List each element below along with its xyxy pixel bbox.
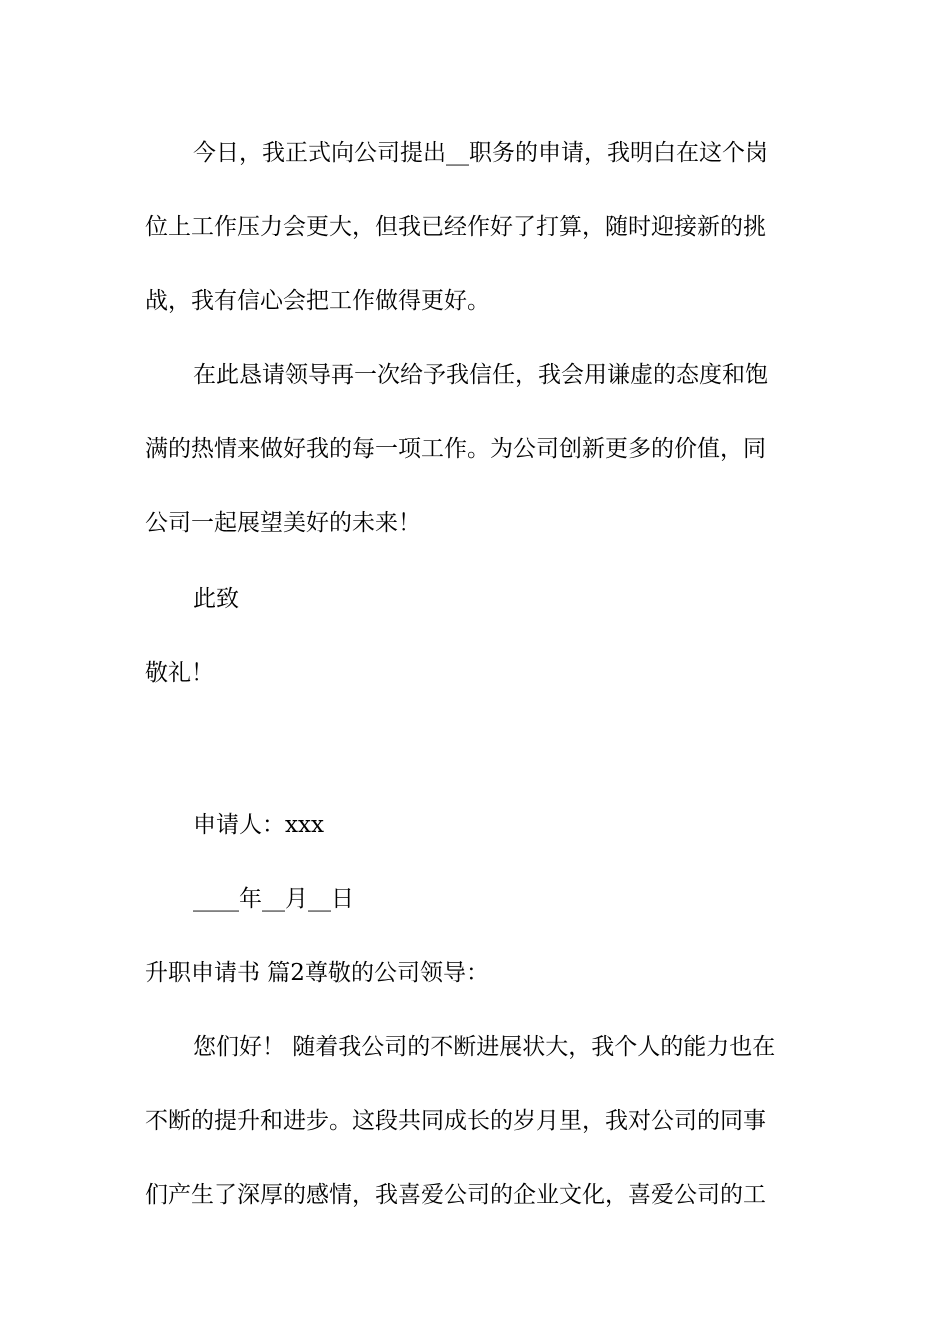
paragraph-line: 不断的提升和进步。这段共同成长的岁月里，我对公司的同事 bbox=[145, 1108, 766, 1134]
paragraph-line: 战，我有信心会把工作做得更好。 bbox=[145, 288, 490, 314]
paragraph-line: 公司一起展望美好的未来！ bbox=[145, 510, 421, 536]
closing-salutation: 此致 bbox=[193, 586, 239, 612]
date-line: ____年__月__日 bbox=[193, 886, 354, 912]
paragraph-line: 在此恳请领导再一次给予我信任，我会用谦虚的态度和饱 bbox=[193, 362, 768, 388]
paragraph-line: 满的热情来做好我的每一项工作。为公司创新更多的价值，同 bbox=[145, 436, 766, 462]
paragraph-line: 今日，我正式向公司提出__职务的申请，我明白在这个岗 bbox=[193, 140, 768, 166]
section-heading: 升职申请书 篇2尊敬的公司领导： bbox=[145, 960, 489, 986]
closing-regards: 敬礼！ bbox=[145, 660, 214, 686]
paragraph-line: 位上工作压力会更大，但我已经作好了打算，随时迎接新的挑 bbox=[145, 214, 766, 240]
paragraph-line: 们产生了深厚的感情，我喜爱公司的企业文化，喜爱公司的工 bbox=[145, 1182, 766, 1208]
paragraph-line: 您们好！ 随着我公司的不断进展状大，我个人的能力也在 bbox=[193, 1034, 776, 1060]
applicant-signature: 申请人：xxx bbox=[193, 812, 324, 838]
